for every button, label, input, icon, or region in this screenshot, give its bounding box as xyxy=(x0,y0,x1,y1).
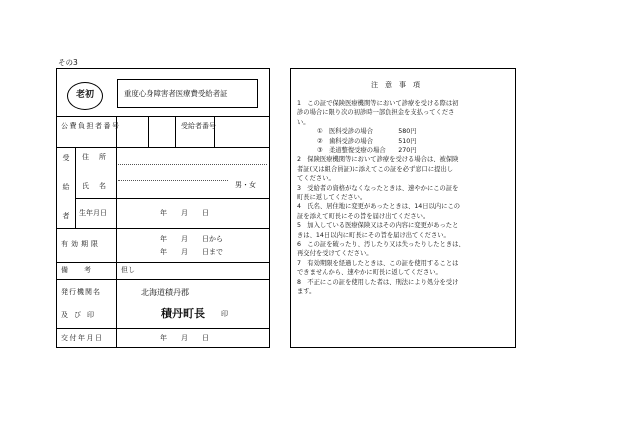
gender-field: 男・女 xyxy=(235,181,256,189)
name-label: 氏名 xyxy=(82,182,116,190)
page-label: その3 xyxy=(58,58,78,67)
notice-line: 町長に返してください。 xyxy=(297,194,367,201)
notice-line: 4 氏名、居住地に変更があったときは、14日以内にこの xyxy=(297,203,461,211)
remarks-label: 備考 xyxy=(61,266,107,274)
notice-title: 注 意 事 項 xyxy=(371,81,420,89)
certificate-card xyxy=(56,68,270,348)
card-title: 重度心身障害者医療費受給者証 xyxy=(124,89,228,98)
issuer-org: 北海道積丹郡 xyxy=(141,288,189,297)
notice-line: ③ 柔道整復受療の場合 270円 xyxy=(317,147,417,154)
notice-line: 診の場合に限り次の初診時一部負担金を支払ってくださ xyxy=(297,109,455,117)
notice-line: 2 保険医療機関等において診療を受ける場合は、被保険 xyxy=(297,156,459,164)
birth-date-label: 生年月日 xyxy=(79,209,107,217)
issuer-name: 積丹町長 xyxy=(161,307,205,320)
notice-line: 8 不正にこの証を使用した者は、刑法により処分を受け xyxy=(297,278,459,286)
notice-line: できませんから、速やかに町長に返してください。 xyxy=(297,269,442,277)
notice-panel xyxy=(290,68,516,348)
category-badge-label: 老初 xyxy=(76,90,95,100)
notice-line: 7 有効期限を経過したときは、この証を使用することは xyxy=(297,259,459,267)
recipient-number-label: 受給者番号 xyxy=(181,122,216,130)
notice-line: てください。 xyxy=(297,175,335,183)
notice-line: きは、14日以内に町長にその旨を届け出てください。 xyxy=(297,231,450,239)
notice-line: 1 この証で保険医療機関等において診療を受ける際は初 xyxy=(297,100,459,107)
address-label: 住所 xyxy=(82,153,116,161)
remarks-value: 但し xyxy=(121,266,135,274)
issue-date-value: 年 月 日 xyxy=(160,334,209,342)
issue-date-label: 交付年月日 xyxy=(61,334,104,342)
notice-line: ② 歯科受診の場合 510円 xyxy=(317,137,417,145)
notice-line: ① 医科受診の場合 580円 xyxy=(317,128,417,136)
notice-line: い。 xyxy=(297,118,310,126)
seal-label: 及び印 xyxy=(61,311,100,319)
birth-date-value: 年 月 日 xyxy=(160,209,209,217)
validity-until: 年 月 日まで xyxy=(160,248,223,256)
notice-line: 証を添えて町長にその旨を届け出てください。 xyxy=(297,212,430,220)
notice-line: 者証(又は組合員証)に添えてこの証を必ず窓口に提出し xyxy=(297,165,454,173)
recipient-side-label: 受給者 xyxy=(62,154,70,241)
notice-line: 再交付を受けてください。 xyxy=(297,250,373,258)
issuer-label: 発行機関名 xyxy=(61,288,101,296)
notice-line: 3 受給者の資格がなくなったときは、速やかにこの証を xyxy=(297,184,459,192)
validity-label: 有効期限 xyxy=(61,240,101,248)
payer-number-label: 公費負担者番号 xyxy=(61,122,121,130)
notice-line: 6 この証を破ったり、汚したり又は失ったりしたときは、 xyxy=(297,241,465,248)
validity-from: 年 月 日から xyxy=(160,235,223,243)
notice-line: ます。 xyxy=(297,288,316,295)
seal-mark: 印 xyxy=(221,310,228,318)
notice-line: 5 加入している医療保険又はその内容に変更があったと xyxy=(297,222,459,230)
